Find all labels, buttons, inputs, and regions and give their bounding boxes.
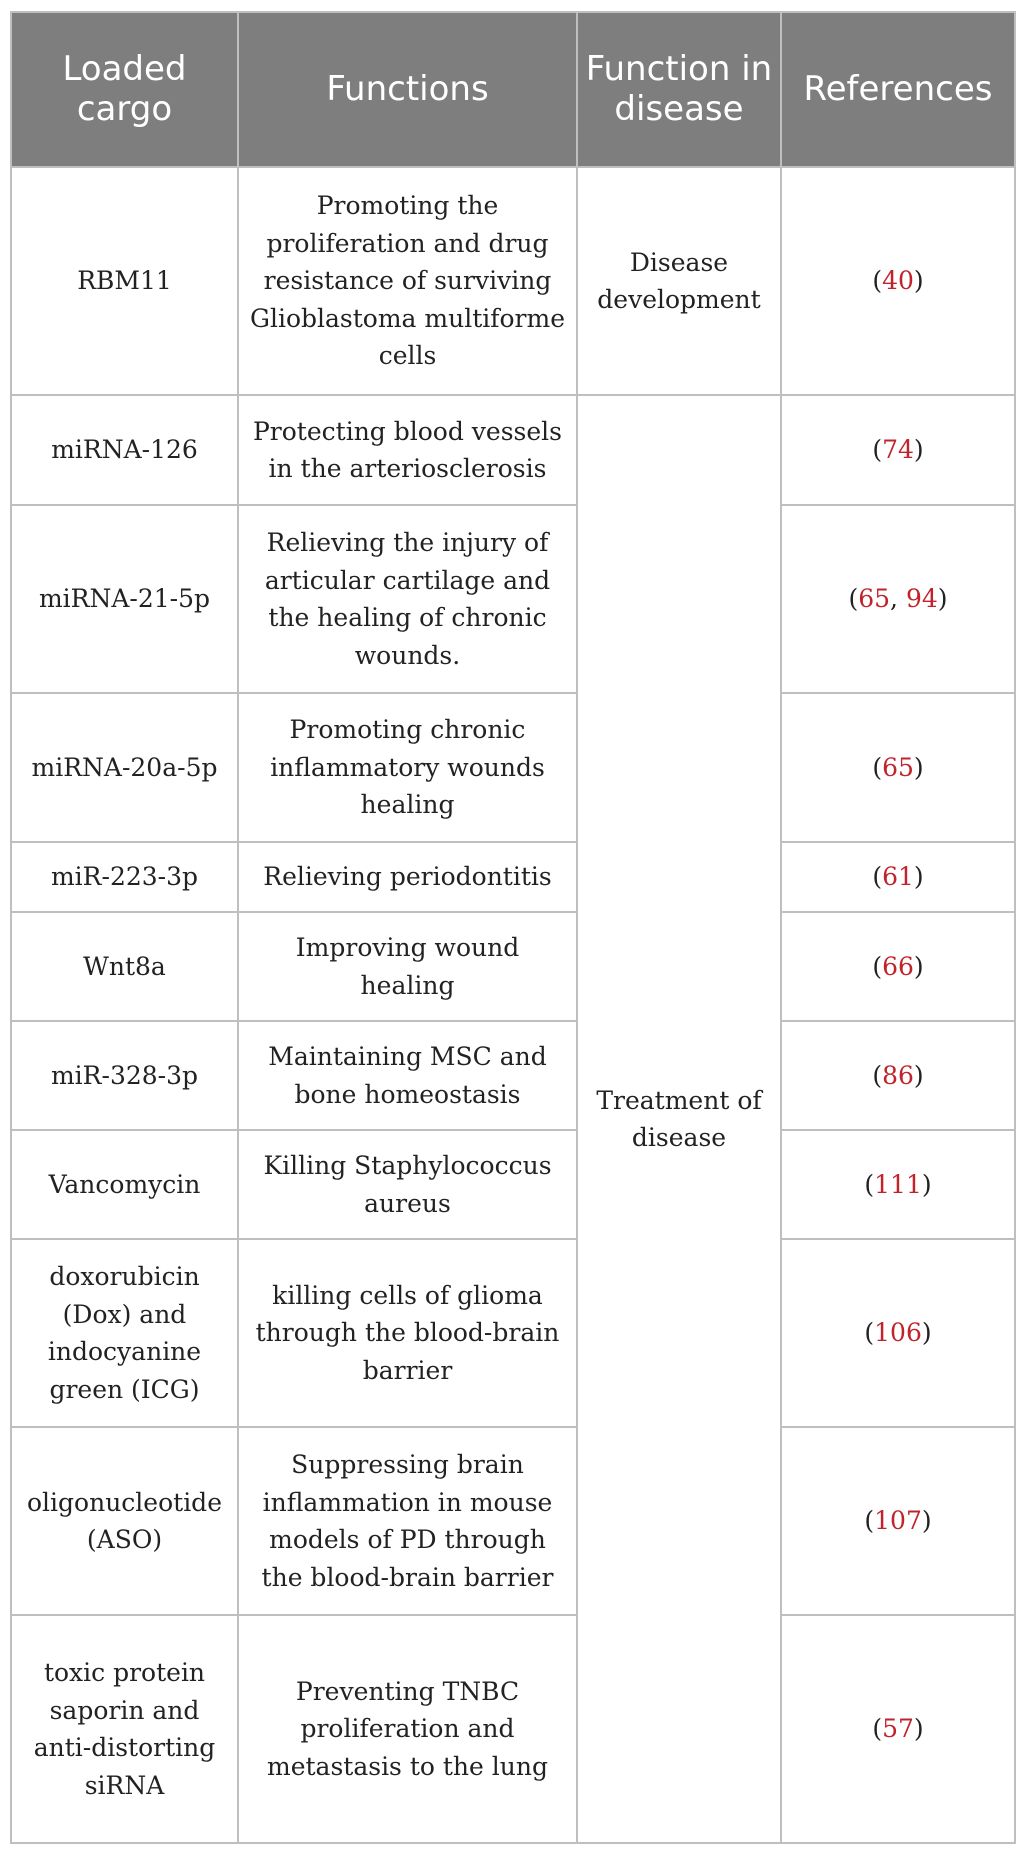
function-cell: Preventing TNBC proliferation and metastasis to the lung [238,1615,577,1843]
reference-cell: (57) [781,1615,1015,1843]
cargo-cell: miRNA-21-5p [11,505,238,693]
function-cell: Promoting the proliferation and drug resistance of surviving Glioblastoma multiforme cells [238,167,577,395]
reference-link[interactable]: 107 [874,1506,922,1536]
cargo-cell: miRNA-20a-5p [11,693,238,842]
cargo-cell: RBM11 [11,167,238,395]
header-function-in-disease: Function in disease [577,12,781,167]
reference-cell: (65) [781,693,1015,842]
reference-link[interactable]: 94 [905,584,938,614]
cargo-cell: toxic protein saporin and anti-distorting siRNA [11,1615,238,1843]
reference-cell: (111) [781,1130,1015,1239]
reference-link[interactable]: 61 [882,862,914,892]
reference-link[interactable]: 65 [858,584,891,614]
reference-link[interactable]: 106 [874,1318,922,1348]
cargo-cell: miR-223-3p [11,842,238,912]
table-row [11,1130,1015,1239]
reference-cell: (66) [781,912,1015,1021]
function-cell: Protecting blood vessels in the arteriosclerosis [238,395,577,505]
reference-link[interactable]: 66 [882,951,914,981]
cargo-cell: miR-328-3p [11,1021,238,1130]
function-cell: Killing Staphylococcus aureus [238,1130,577,1239]
reference-link[interactable]: 57 [882,1714,914,1744]
table-row [11,167,1015,395]
table-row [11,693,1015,842]
cargo-cell: Vancomycin [11,1130,238,1239]
reference-cell: (61) [781,842,1015,912]
header-loaded-cargo: Loaded cargo [11,12,238,167]
reference-link[interactable]: 40 [882,266,914,296]
reference-cell: (106) [781,1239,1015,1427]
table-header-row [11,12,1015,167]
reference-link[interactable]: 74 [882,435,914,465]
reference-cell: (74) [781,395,1015,505]
cargo-cell: miRNA-126 [11,395,238,505]
table-row [11,1239,1015,1427]
table-row [11,1615,1015,1843]
table-row [11,912,1015,1021]
table-row [11,842,1015,912]
reference-cell: (40) [781,167,1015,395]
function-cell: Relieving the injury of articular cartilage and the healing of chronic wounds. [238,505,577,693]
disease-function-cell: Treatment of disease [577,395,781,1843]
header-references: References [781,12,1015,167]
reference-link[interactable]: 111 [874,1169,922,1199]
reference-link[interactable]: 65 [882,752,914,782]
table-row [11,1021,1015,1130]
function-cell: Relieving periodontitis [238,842,577,912]
table-row [11,395,1015,505]
table-row [11,505,1015,693]
cargo-cell: oligonucleotide (ASO) [11,1427,238,1615]
function-cell: Suppressing brain inflammation in mouse models of PD through the blood-brain barrier [238,1427,577,1615]
cargo-cell: doxorubicin (Dox) and indocyanine green (ICG) [11,1239,238,1427]
function-cell: Improving wound healing [238,912,577,1021]
reference-link[interactable]: 86 [882,1060,914,1090]
function-cell: Promoting chronic inflammatory wounds healing [238,693,577,842]
header-functions: Functions [238,12,577,167]
function-cell: killing cells of glioma through the blood-brain barrier [238,1239,577,1427]
function-cell: Maintaining MSC and bone homeostasis [238,1021,577,1130]
reference-cell: (65, 94) [781,505,1015,693]
cargo-cell: Wnt8a [11,912,238,1021]
disease-function-cell: Disease development [577,167,781,395]
table-row [11,1427,1015,1615]
reference-cell: (107) [781,1427,1015,1615]
reference-cell: (86) [781,1021,1015,1130]
cargo-table [10,11,1016,1844]
